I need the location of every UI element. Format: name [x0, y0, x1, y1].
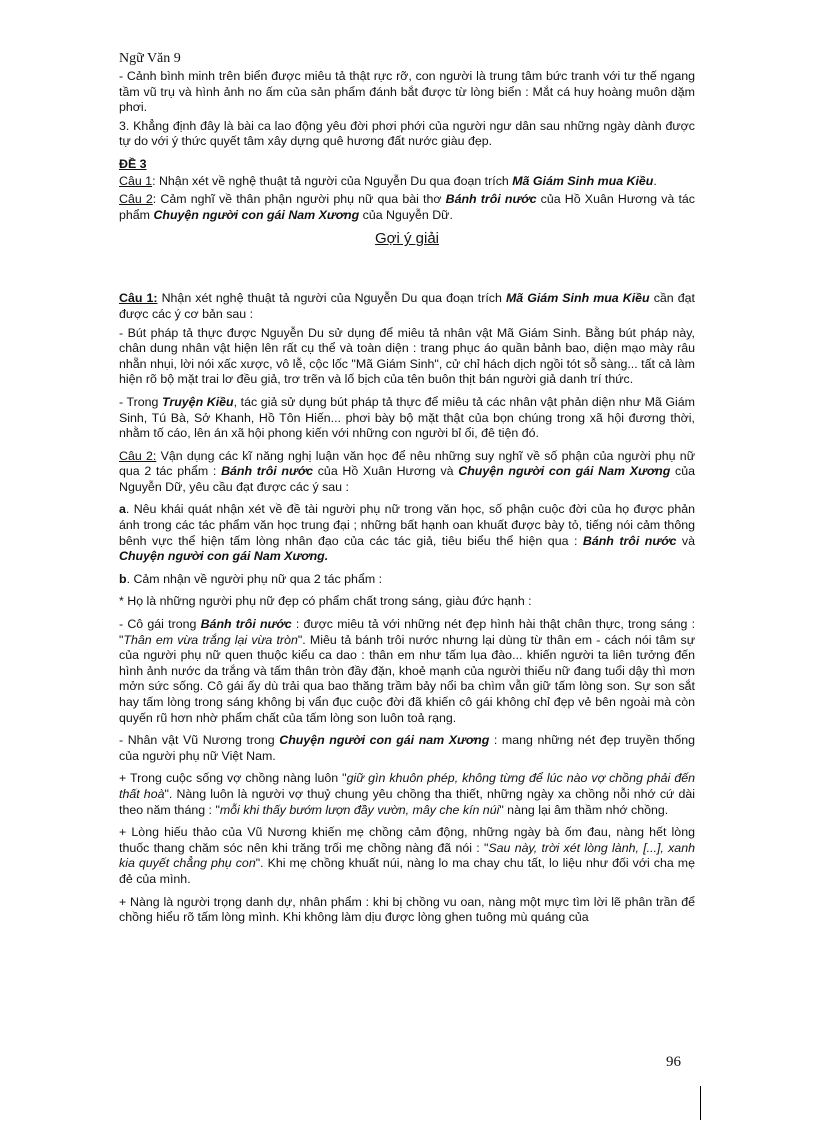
page-number: 96: [666, 1054, 681, 1070]
work-title: Mã Giám Sinh mua Kiều: [512, 173, 654, 188]
answer-2-marriage: + Trong cuộc sống vợ chồng nàng luôn "giữ gìn khuôn phép, không từng để lúc nào vợ chồng phải đến thất hoà". Nàng luôn là người vợ thuỷ chung yêu chồng tha thiết, những ngày xa chồng nỗi nhớ cứ dài theo năm tháng : "mỗi khi thấy bướm lượn đầy vườn, mây che kín núi" nàng lại âm thầm nhớ chồng.: [119, 771, 695, 817]
quote: Sau này, trời xét lòng lành, [...], xanh kia quyết chẳng phụ con: [119, 840, 695, 871]
work-title: Bánh trôi nước: [221, 464, 314, 479]
answer-2-dignity: + Nàng là người trọng danh dự, nhân phẩm : khi bị chồng vu oan, nàng một mực tìm lời lẽ phân trần để chồng hiểu rõ tấm lòng mình. Khi không làm dịu được lòng ghen tuông mù quáng của: [119, 894, 695, 925]
quote: mỗi khi thấy bướm lượn đầy vườn, mây che kín núi: [219, 802, 500, 817]
paragraph-intro-1: - Cảnh bình minh trên biển được miêu tả thật rực rỡ, con người là trung tâm bức tranh với tư thế ngang tầm vũ trụ và hình ảnh no ấm của sản phẩm đánh bắt được từ lòng biển : Mắt cá huy hoàng muôn dặm phơi.: [119, 69, 695, 115]
answer-2-intro: Câu 2: Vận dụng các kĩ năng nghị luận văn học để nêu những suy nghĩ về số phận của người phụ nữ qua 2 tác phẩm : Bánh trôi nước của Hồ Xuân Hương và Chuyện người con gái Nam Xương của Nguyễn Dữ, yêu cầu đạt được các ý sau :: [119, 448, 695, 494]
answer-1-point-2: - Trong Truyện Kiều, tác giả sử dụng bút pháp tả thực để miêu tả các nhân vật phản diện như Mã Giám Sinh, Tú Bà, Sở Khanh, Hồ Tôn Hiến... phơi bày bộ mặt thật của bọn chúng trong xã hội đương thời, nhằm tố cáo, lên án xã hội phong kiến với những con người bỉ ổi, đê tiện đó.: [119, 394, 695, 441]
question-1: Câu 1: Nhận xét về nghệ thuật tả người của Nguyễn Du qua đoạn trích Mã Giám Sinh mua Kiều.: [119, 173, 657, 188]
work-title: Chuyện người con gái Nam Xương.: [119, 549, 329, 564]
question-2-label: Câu 2: [119, 192, 153, 207]
work-title: Mã Giám Sinh mua Kiều: [505, 291, 650, 306]
answer-2-filial-piety: + Lòng hiếu thảo của Vũ Nương khiến mẹ chồng cảm động, những ngày bà ốm đau, nàng hết lòng thuốc thang chăm sóc nên khi trăng trối mẹ chồng nàng đã nói : "Sau này, trời xét lòng lành, [...], xanh kia quyết chẳng phụ con". Khi mẹ chồng khuất núi, nàng lo ma chay chu tất, lo liệu như đối với cha mẹ đẻ của mình.: [119, 825, 695, 886]
work-title: Bánh trôi nước: [582, 533, 677, 548]
answer-1-point-1: - Bút pháp tả thực được Nguyễn Du sử dụng để miêu tả nhân vật Mã Giám Sinh. Bằng bút pháp này, chân dung nhân vật hiện lên rất cụ thể và toàn diện : trang phục áo quần bảnh bao, diện mạo mày râu nhẵn nhụi, lời nói xấc xược, vô lễ, cộc lốc "Mã Giám Sinh", cử chỉ hách dịch ngồi tót sỗ sàng... tất cả làm hiện rõ bộ mặt trai lơ đều giả, trơ trẽn và lố bịch của tên buôn thịt bán người giả danh trí thức.: [119, 325, 695, 387]
work-title: Chuyện người con gái Nam Xương: [153, 207, 360, 222]
quote: Thân em vừa trắng lại vừa tròn: [123, 632, 298, 647]
answer-1-intro: Câu 1: Nhận xét nghệ thuật tả người của Nguyễn Du qua đoạn trích Mã Giám Sinh mua Kiều cần đạt được các ý cơ bản sau :: [119, 291, 695, 321]
margin-rule: [700, 1086, 701, 1120]
question-1-label: Câu 1: [119, 173, 153, 188]
answer-2-label: Câu 2:: [119, 448, 157, 463]
work-title: Chuyện người con gái nam Xương: [279, 733, 490, 748]
exam-heading-de3: ĐỀ 3: [119, 156, 147, 171]
answer-2-vu-nuong: - Nhân vật Vũ Nương trong Chuyện người con gái nam Xương : mang những nét đẹp truyền thống của người phụ nữ Việt Nam.: [119, 733, 695, 763]
quote: giữ gìn khuôn phép, không từng để lúc nào vợ chồng phải đến thất hoà: [119, 771, 695, 801]
question-2: Câu 2: Cảm nghĩ về thân phận người phụ nữ qua bài thơ Bánh trôi nước của Hồ Xuân Hương và tác phẩm Chuyện người con gái Nam Xương của Nguyễn Dữ.: [119, 192, 695, 222]
answer-guide-heading: Gợi ý giải: [374, 230, 440, 248]
answer-2-part-b: b. Cảm nhận về người phụ nữ qua 2 tác phẩm :: [119, 571, 383, 586]
answer-2-banh-troi-nuoc: - Cô gái trong Bánh trôi nước : được miêu tả với những nét đẹp hình hài thật chân thực, trong sáng : "Thân em vừa trắng lại vừa tròn". Miêu tả bánh trôi nước nhưng lại dùng từ thân em - cách nói tâm sự của người phụ nữ quen thuộc kiểu ca dao : thân em như tấm lụa đào... khiến người ta liên tưởng đến hình ảnh nước da trắng và tấm thân tròn đầy đặn, khoẻ mạnh của người thiếu nữ đang tuổi dậy thì mơn mởn sức sống. Cô gái ấy dù trải qua bao thăng trầm bảy nổi ba chìm vẫn giữ tấm lòng son. Sự son sắt hay tấm lòng trong sáng không bị vẩn đục cuộc đời đã khiến cô gái không chỉ đẹp vẻ bên ngoài mà còn quyến rũ hơn nhờ phẩm chất của tấm lòng son luôn toả rạng.: [119, 617, 696, 725]
page-header-title: Ngữ Văn 9: [119, 51, 181, 66]
answer-1-label: Câu 1:: [119, 291, 158, 306]
work-title: Bánh trôi nước: [445, 192, 537, 207]
work-title: Bánh trôi nước: [200, 617, 292, 632]
work-title: Truyện Kiều: [162, 394, 234, 409]
answer-2-part-a: a. Nêu khái quát nhận xét về đề tài người phụ nữ trong văn học, số phận cuộc đời của họ được phản ánh trong các tác phẩm văn học trung đại ; những bất hạnh oan khuất được bày tỏ, tiếng nói cảm thông bênh vực thể hiện tấm lòng nhân đạo của các tác giả, tiêu biểu thể hiện qua : Bánh trôi nước và Chuyện người con gái Nam Xương.: [119, 502, 695, 564]
answer-2-star-point: * Họ là những người phụ nữ đẹp có phẩm chất trong sáng, giàu đức hạnh :: [119, 594, 532, 609]
document-page: [119, 50, 695, 933]
paragraph-intro-2: 3. Khẳng định đây là bài ca lao động yêu đời phơi phới của người ngư dân sau những ngày dành được tự do với ý thức quyết tâm xây dựng quê hương đất nước giàu đẹp.: [119, 118, 695, 149]
work-title: Chuyện người con gái Nam Xương: [458, 464, 671, 479]
